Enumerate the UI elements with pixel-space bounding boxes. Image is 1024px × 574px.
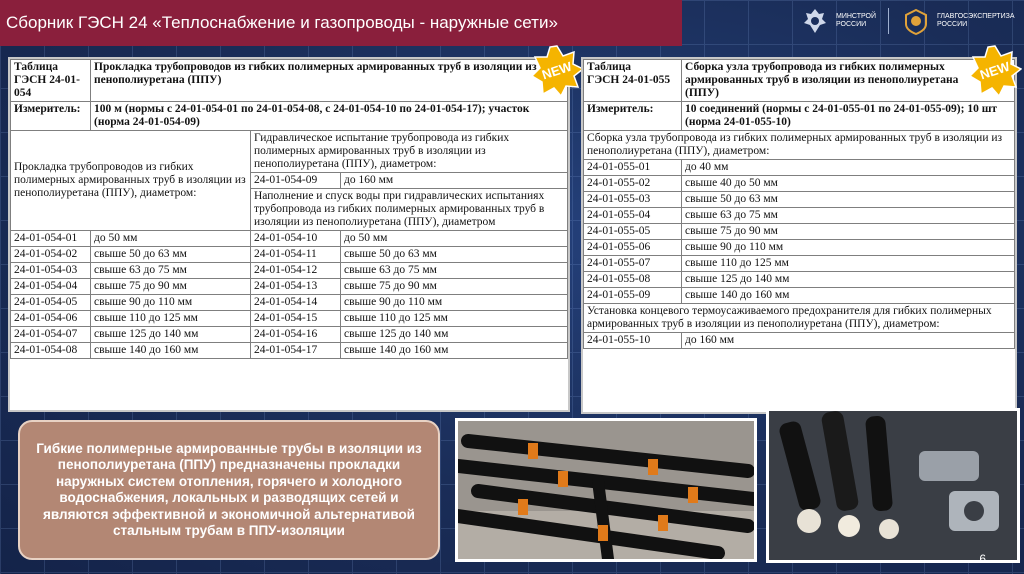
meter-row [584, 102, 1015, 131]
table-label: Таблица ГЭСН 24-01-055 [584, 60, 682, 102]
group-title-row [11, 131, 568, 173]
new-badge-icon [530, 44, 584, 98]
page-number: 6 [979, 552, 986, 566]
row-code: 24-01-054-09 [251, 173, 341, 189]
table-row: 24-01-055-04 свыше 63 до 75 мм [584, 208, 1015, 224]
slide-title-bar [0, 0, 682, 46]
pipes-photo [455, 418, 757, 562]
meter-value: 100 м (нормы с 24-01-054-01 по 24-01-054-08, с 24-01-054-10 по 24-01-054-17); участок (норма 24-01-054-09) [91, 102, 568, 131]
table-row: 24-01-055-05 свыше 75 до 90 мм [584, 224, 1015, 240]
table-label: Таблица ГЭСН 24-01-054 [11, 60, 91, 102]
table-054 [10, 59, 568, 359]
table-row: 24-01-054-02 свыше 50 до 63 мм 24-01-054-11 свыше 50 до 63 мм [11, 247, 568, 263]
table-row: 24-01-055-09 свыше 140 до 160 мм [584, 288, 1015, 304]
table-row: 24-01-054-05 свыше 90 до 110 мм 24-01-054-14 свыше 90 до 110 мм [11, 295, 568, 311]
row-desc: до 160 мм [341, 173, 568, 189]
right-group2-title: Наполнение и спуск воды при гидравлических испытаниях трубопровода из гибких полимерных армированных труб в изоляции из пенополиуретана (ППУ), диаметром [251, 189, 568, 231]
table-row: 24-01-055-06 свыше 90 до 110 мм [584, 240, 1015, 256]
new-badge-icon [968, 44, 1022, 98]
table-title: Сборка узла трубопровода из гибких полимерных армированных труб в изоляции из пенополиуретана (ППУ) [682, 60, 1015, 102]
fittings-illustration [769, 411, 1017, 560]
table-title: Прокладка трубопроводов из гибких полимерных армированных труб в изоляции из пенополиуретана (ППУ) [91, 60, 568, 102]
new-badge-text: NEW [540, 58, 574, 83]
info-text: Гибкие полимерные армированные трубы в изоляции из пенополиуретана (ППУ) предназначены прокладки наружных систем отопления, горячего и холодного водоснабжения, локальных и разводящих сетей и являются эффективной и экономичной альтернативой стальным трубам в ППУ-изоляции [36, 440, 422, 538]
table-row: 24-01-055-10 до 160 мм [584, 333, 1015, 349]
info-box [18, 420, 440, 560]
group1-title: Сборка узла трубопровода из гибких полимерных армированных труб в изоляции из пенополиуретана (ППУ), диаметром: [584, 131, 1015, 160]
header-logos [800, 6, 1015, 36]
meter-row [11, 102, 568, 131]
table-row: 24-01-054-03 свыше 63 до 75 мм 24-01-054-12 свыше 63 до 75 мм [11, 263, 568, 279]
table-054-panel [8, 57, 570, 412]
table-row: 24-01-055-08 свыше 125 до 140 мм [584, 272, 1015, 288]
table-055 [583, 59, 1015, 349]
expertise-name: ГЛАВГОСЭКСПЕРТИЗА РОССИИ [937, 13, 1015, 28]
pipes-illustration [458, 421, 754, 559]
table-row: 24-01-054-08 свыше 140 до 160 мм 24-01-054-17 свыше 140 до 160 мм [11, 343, 568, 359]
meter-label: Измеритель: [584, 102, 682, 131]
table-row: 24-01-054-04 свыше 75 до 90 мм 24-01-054-13 свыше 75 до 90 мм [11, 279, 568, 295]
meter-label: Измеритель: [11, 102, 91, 131]
table-055-panel [581, 57, 1017, 414]
table-row: 24-01-055-02 свыше 40 до 50 мм [584, 176, 1015, 192]
logo-divider [888, 8, 889, 34]
meter-value: 10 соединений (нормы с 24-01-055-01 по 24-01-055-09); 10 шт (норма 24-01-055-10) [682, 102, 1015, 131]
group2-title: Установка концевого термоусаживаемого предохранителя для гибких полимерных армированных труб в изоляции из пенополиуретана (ППУ), диаметром: [584, 304, 1015, 333]
new-badge-text: NEW [978, 58, 1012, 83]
group-title-row [584, 131, 1015, 160]
table-row: 24-01-055-03 свыше 50 до 63 мм [584, 192, 1015, 208]
table-row: 24-01-054-06 свыше 110 до 125 мм 24-01-054-15 свыше 110 до 125 мм [11, 311, 568, 327]
group-title-row [584, 304, 1015, 333]
ministry-name: МИНСТРОЙ РОССИИ [836, 13, 877, 28]
table-row: 24-01-054-01 до 50 мм 24-01-054-10 до 50 мм [11, 231, 568, 247]
table-header-row [11, 60, 568, 102]
table-row: 24-01-055-07 свыше 110 до 125 мм [584, 256, 1015, 272]
table-row: 24-01-054-07 свыше 125 до 140 мм 24-01-054-16 свыше 125 до 140 мм [11, 327, 568, 343]
right-group1-title: Гидравлическое испытание трубопровода из гибких полимерных армированных труб в изоляции из пенополиуретана (ППУ), диаметром: [251, 131, 568, 173]
table-row: 24-01-055-01 до 40 мм [584, 160, 1015, 176]
fittings-photo [766, 408, 1020, 563]
expertise-emblem-icon [901, 6, 931, 36]
ministry-emblem-icon [800, 6, 830, 36]
table-header-row [584, 60, 1015, 102]
left-group-title: Прокладка трубопроводов из гибких полимерных армированных труб в изоляции из пенополиуретана (ППУ), диаметром: [11, 131, 251, 231]
slide-title: Сборник ГЭСН 24 «Теплоснабжение и газопроводы - наружные сети» [6, 13, 558, 32]
